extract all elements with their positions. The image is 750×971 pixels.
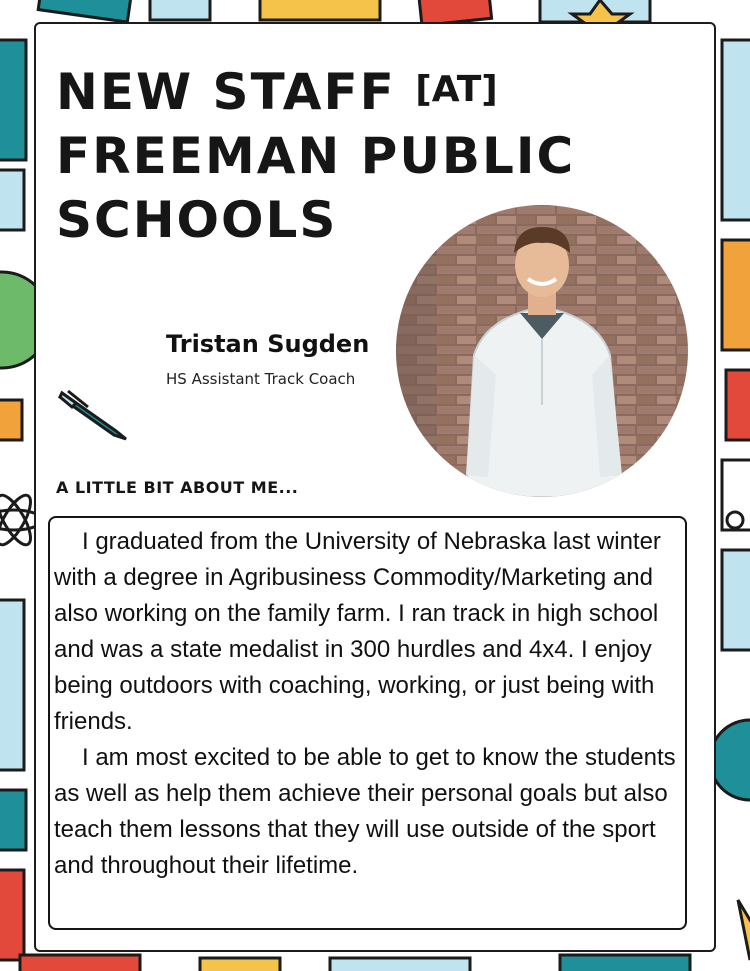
pen-icon xyxy=(54,385,136,445)
title-at: [AT] xyxy=(415,69,498,110)
title-line-3: SCHOOLS xyxy=(56,191,338,249)
bio-box xyxy=(48,516,687,930)
bio-paragraph-1: I graduated from the University of Nebraska last winter with a degree in Agribusiness Commodity/Marketing and also working on the family farm. I ran track in high school and was a state medalist in 300 hurdles and 4x4. I enjoy being outdoors with coaching, working, or just being with friends. xyxy=(54,528,661,735)
staff-photo xyxy=(396,205,688,497)
staff-name: Tristan Sugden xyxy=(166,330,370,358)
staff-role: HS Assistant Track Coach xyxy=(166,370,356,388)
title-line-1: NEW STAFF xyxy=(56,63,396,121)
about-heading: A LITTLE BIT ABOUT ME... xyxy=(56,478,299,497)
book-icon xyxy=(722,40,750,220)
bio-paragraph-2: I am most excited to be able to get to know the students as well as help them achieve their personal goals but also teach them lessons that they will use outside of the sport and throughout their lifetime. xyxy=(54,744,676,879)
title-line-2: FREEMAN PUBLIC xyxy=(56,127,576,185)
